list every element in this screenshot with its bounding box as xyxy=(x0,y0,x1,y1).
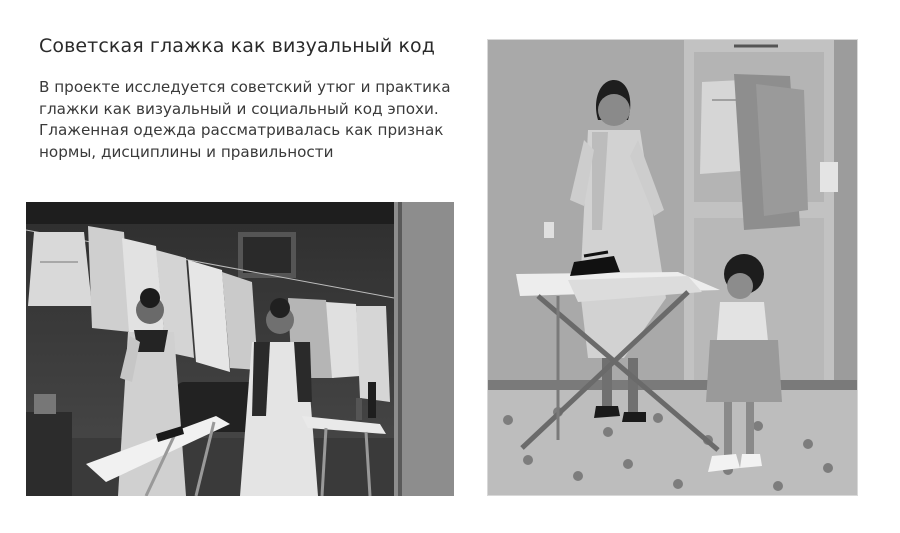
photo-illustration-right xyxy=(488,40,857,495)
archival-photo-two-women-ironing xyxy=(26,202,454,496)
slide-paragraph: В проекте исследуется советский утюг и практика глажки как визуальный и социальный код эпохи. Глаженная одежда рассматривалась как признак нормы, дисциплины и правильности xyxy=(39,78,451,161)
photo-illustration-left xyxy=(26,202,454,496)
archival-photo-woman-ironing-with-girl xyxy=(487,39,858,496)
slide-title: Советская глажка как визуальный код xyxy=(39,35,435,57)
